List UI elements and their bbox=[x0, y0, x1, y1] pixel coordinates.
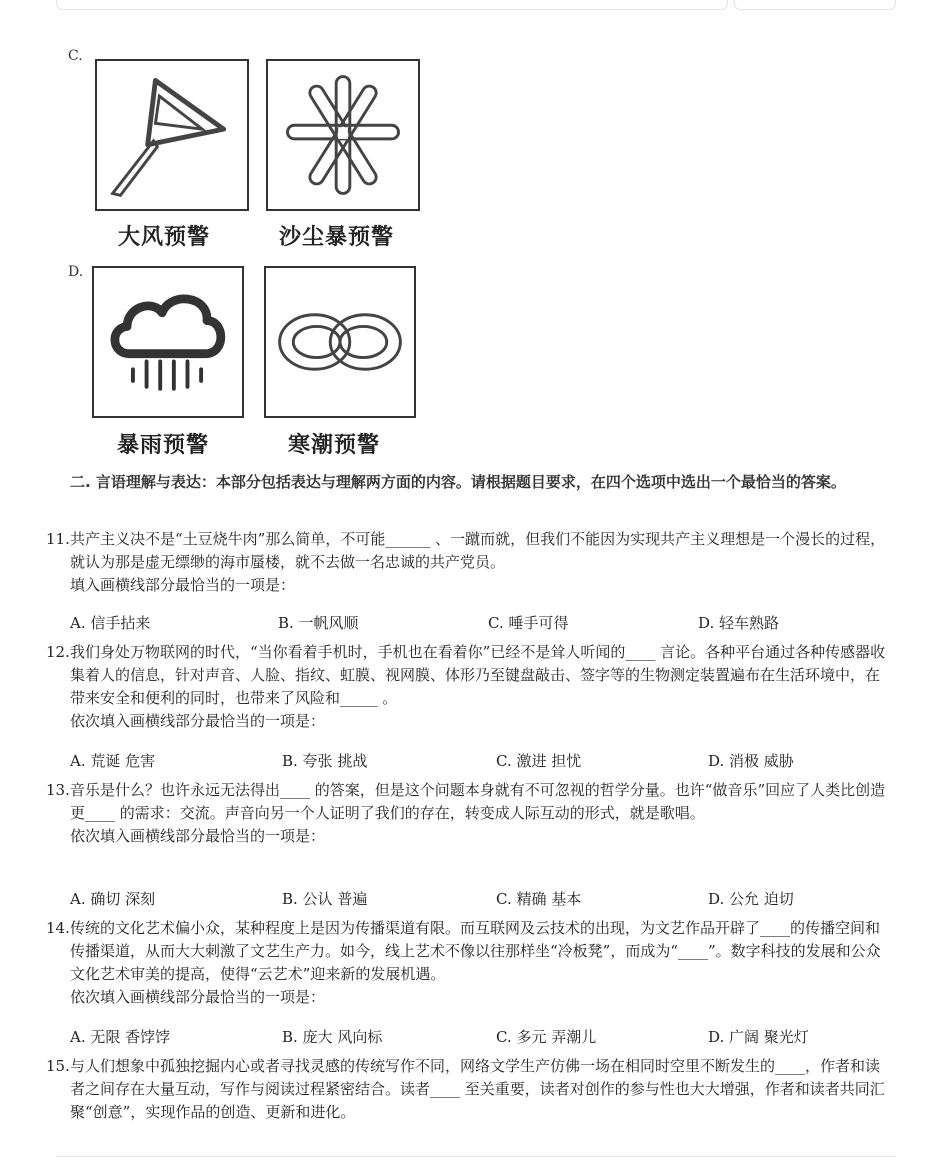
dust-asterisk-graphic bbox=[268, 61, 418, 209]
question-13 bbox=[46, 779, 888, 848]
question-text: 音乐是什么？也许永远无法得出____ 的答案，但是这个问题本身就有不可忽视的哲学分量。也许“做音乐”回应了人类比创造更____ 的需求：交流。声音向另一个人证明了我们的存在，转变成人际互动的形式，就是歌唱。 bbox=[70, 781, 886, 822]
option-b[interactable]: B. 公认 普遍 bbox=[282, 890, 368, 908]
question-number: 15. bbox=[46, 1057, 70, 1075]
option-d[interactable]: D. 广阔 聚光灯 bbox=[708, 1028, 809, 1046]
option-d[interactable]: D. 消极 威胁 bbox=[708, 752, 794, 770]
question-12-options bbox=[70, 750, 890, 774]
dust-asterisk-icon bbox=[266, 59, 420, 211]
cold-wave-icon bbox=[264, 266, 416, 418]
question-text: 共产主义决不是“土豆烧牛肉”那么简单，不可能______ 、一蹴而就，但我们不能因为实现共产主义理想是一个漫长的过程，就认为那是虚无缥缈的海市蜃楼，就不去做一名忠诚的共产党员。 bbox=[70, 530, 886, 571]
question-prompt: 依次填入画横线部分最恰当的一项是： bbox=[70, 827, 326, 845]
option-c-letter[interactable]: C. bbox=[68, 48, 83, 64]
tile-caption-sandstorm: 沙尘暴预警 bbox=[279, 225, 395, 250]
tile-caption-rainstorm: 暴雨预警 bbox=[117, 433, 210, 458]
option-c[interactable]: C. 多元 弄潮儿 bbox=[496, 1028, 597, 1046]
option-a[interactable]: A. 荒诞 危害 bbox=[70, 752, 156, 770]
option-d[interactable]: D. 轻车熟路 bbox=[698, 614, 780, 632]
question-prompt: 填入画横线部分最恰当的一项是： bbox=[70, 576, 296, 594]
option-a[interactable]: A. 确切 深刻 bbox=[70, 890, 156, 908]
question-15 bbox=[46, 1055, 888, 1124]
rain-cloud-icon bbox=[92, 266, 244, 418]
question-number: 11. bbox=[46, 530, 70, 548]
page-divider bbox=[56, 1156, 896, 1157]
option-b[interactable]: B. 庞大 风向标 bbox=[282, 1028, 383, 1046]
question-11-options bbox=[70, 612, 890, 636]
question-text: 传统的文化艺术偏小众，某种程度上是因为传播渠道有限。而互联网及云技术的出现，为文艺作品开辟了____的传播空间和传播渠道，从而大大刺激了文艺生产力。如今，线上艺术不像以往那样坐“冷板凳”，而成为“____”。数字科技的发展和公众文化艺术审美的提高，使得“云艺术”迎来新的发展机遇。 bbox=[70, 919, 881, 983]
option-a[interactable]: A. 信手拈来 bbox=[70, 614, 151, 632]
option-a[interactable]: A. 无限 香饽饽 bbox=[70, 1028, 171, 1046]
option-d-letter[interactable]: D. bbox=[68, 264, 84, 280]
flag-icon bbox=[95, 59, 249, 211]
question-14-options bbox=[70, 1026, 890, 1050]
question-number: 14. bbox=[46, 919, 70, 937]
toolbar-segment-left bbox=[56, 0, 728, 10]
question-11 bbox=[46, 528, 888, 597]
tile-caption-gale: 大风预警 bbox=[118, 225, 211, 250]
question-prompt: 依次填入画横线部分最恰当的一项是： bbox=[70, 988, 326, 1006]
option-b[interactable]: B. 一帆风顺 bbox=[278, 614, 359, 632]
question-12 bbox=[46, 641, 888, 733]
option-c[interactable]: C. 精确 基本 bbox=[496, 890, 582, 908]
question-text: 我们身处万物联网的时代，“当你看着手机时，手机也在看着你”已经不是耸人听闻的____ 言论。各种平台通过各种传感器收集着人的信息，针对声音、人脸、指纹、虹膜、视网膜、体形乃至键盘敲击、签字等的生物测定装置遍布在生活环境中，在带来安全和便利的同时，也带来了风险和_____ 。 bbox=[70, 643, 886, 707]
question-prompt: 依次填入画横线部分最恰当的一项是： bbox=[70, 712, 326, 730]
option-c[interactable]: C. 激进 担忧 bbox=[496, 752, 582, 770]
option-c[interactable]: C. 唾手可得 bbox=[488, 614, 569, 632]
section-title: 二. 言语理解与表达：本部分包括表达与理解两方面的内容。请根据题目要求，在四个选项中选出一个最恰当的答案。 bbox=[70, 473, 846, 491]
question-13-options bbox=[70, 888, 890, 912]
question-14 bbox=[46, 917, 888, 1009]
rain-cloud-graphic bbox=[94, 268, 242, 416]
toolbar-segment-right bbox=[734, 0, 896, 10]
option-b[interactable]: B. 夸张 挑战 bbox=[282, 752, 368, 770]
question-number: 13. bbox=[46, 781, 70, 799]
top-toolbar-edge bbox=[56, 0, 896, 10]
option-d[interactable]: D. 公允 迫切 bbox=[708, 890, 794, 908]
flag-icon-graphic bbox=[97, 61, 247, 209]
tile-caption-cold-wave: 寒潮预警 bbox=[288, 433, 381, 458]
question-text: 与人们想象中孤独挖掘内心或者寻找灵感的传统写作不同，网络文学生产仿佛一场在相同时空里不断发生的____，作者和读者之间存在大量互动，写作与阅读过程紧密结合。读者____ 至关重要，读者对创作的参与性也大大增强，作者和读者共同汇聚“创意”，实现作品的创造、更新和进化。 bbox=[70, 1057, 885, 1121]
question-number: 12. bbox=[46, 643, 70, 661]
cold-wave-graphic bbox=[266, 268, 414, 416]
